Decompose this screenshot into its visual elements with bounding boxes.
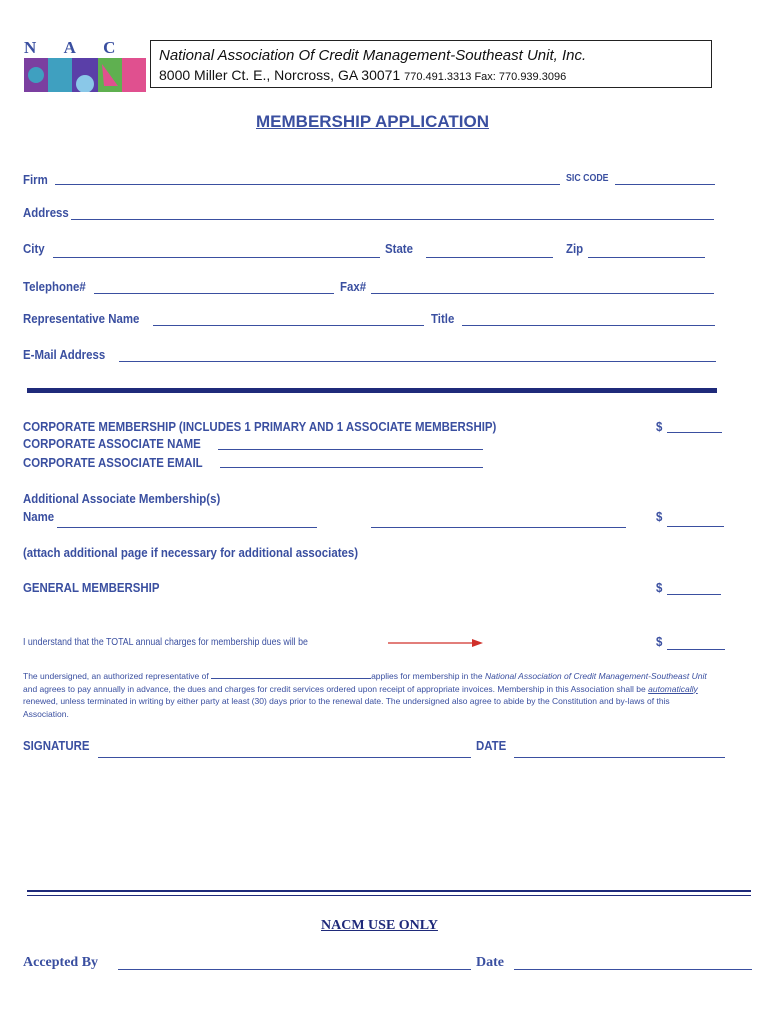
sic-code-field[interactable]: [615, 184, 715, 185]
corporate-membership-label: CORPORATE MEMBERSHIP (INCLUDES 1 PRIMARY AND 1 ASSOCIATE MEMBERSHIP): [23, 419, 497, 434]
fax-label: Fax#: [340, 279, 367, 294]
office-date-label: Date: [476, 955, 504, 970]
corp-assoc-name-label: CORPORATE ASSOCIATE NAME: [23, 436, 201, 451]
firm-field[interactable]: [55, 184, 560, 185]
logo-mosaic-icon: [24, 58, 146, 92]
telephone-field[interactable]: [94, 293, 334, 294]
office-divider: [27, 890, 751, 892]
fax-field[interactable]: [371, 293, 714, 294]
state-label: State: [385, 241, 413, 256]
section-divider: [27, 388, 717, 393]
rep-title-label: Title: [431, 311, 455, 326]
state-field[interactable]: [426, 257, 553, 258]
agreement-paragraph: [23, 670, 743, 720]
general-amount-field[interactable]: [667, 594, 721, 595]
address-label: Address: [23, 205, 69, 220]
additional-name-field-1[interactable]: [57, 527, 317, 528]
telephone-label: Telephone#: [23, 279, 86, 294]
additional-amount-field[interactable]: [667, 526, 724, 527]
header-box: [150, 40, 712, 88]
corp-assoc-email-field[interactable]: [220, 467, 483, 468]
office-use-title: NACM USE ONLY: [321, 918, 438, 933]
signature-field[interactable]: [98, 757, 471, 758]
office-divider-2: [27, 895, 751, 896]
total-note: I understand that the TOTAL annual charges for membership dues will be: [23, 637, 308, 648]
general-dollar: $: [656, 580, 663, 595]
rep-title-field[interactable]: [462, 325, 715, 326]
total-dollar: $: [656, 634, 663, 649]
signature-label: SIGNATURE: [23, 738, 90, 753]
rep-name-field[interactable]: [153, 325, 424, 326]
agreement-part2: applies for membership in the: [371, 671, 485, 681]
city-field[interactable]: [53, 257, 380, 258]
signature-date-label: DATE: [476, 738, 507, 753]
representative-of-blank[interactable]: [211, 670, 371, 679]
agreement-line3: renewed, unless terminated in writing by either party at least (30) days prior to the renewal date. The undersigned also agree to abide by the Constitution and by-laws of this: [23, 696, 670, 706]
sic-code-label: SIC CODE: [566, 173, 609, 184]
corp-assoc-name-field[interactable]: [218, 449, 483, 450]
total-amount-field[interactable]: [667, 649, 725, 650]
org-phone-fax: 770.491.3313 Fax: 770.939.3096: [404, 71, 567, 83]
page-title: MEMBERSHIP APPLICATION: [256, 112, 489, 131]
email-field[interactable]: [119, 361, 716, 362]
zip-field[interactable]: [588, 257, 705, 258]
agreement-line4: Association.: [23, 708, 69, 719]
arrow-right-icon: [388, 638, 484, 648]
additional-assoc-label: Additional Associate Membership(s): [23, 491, 221, 506]
address-field[interactable]: [71, 219, 714, 220]
org-address: 8000 Miller Ct. E., Norcross, GA 30071: [159, 67, 401, 83]
nacm-logo: [22, 38, 148, 92]
agreement-automatically: automatically: [648, 683, 698, 694]
additional-name-field-2[interactable]: [371, 527, 626, 528]
zip-label: Zip: [566, 241, 584, 256]
org-address-line: [159, 67, 566, 83]
signature-date-field[interactable]: [514, 757, 725, 758]
corporate-dollar: $: [656, 419, 663, 434]
agreement-part1: The undersigned, an authorized representative of: [23, 671, 212, 681]
org-name: National Association Of Credit Management-Southeast Unit, Inc.: [159, 47, 587, 64]
corporate-amount-field[interactable]: [667, 432, 722, 433]
corp-assoc-email-label: CORPORATE ASSOCIATE EMAIL: [23, 455, 203, 470]
email-label: E-Mail Address: [23, 347, 106, 362]
general-membership-label: GENERAL MEMBERSHIP: [23, 580, 160, 595]
agreement-org: National Association of Credit Management-Southeast Unit: [484, 671, 707, 681]
firm-label: Firm: [23, 172, 48, 187]
attach-note: (attach additional page if necessary for additional associates): [23, 545, 359, 560]
rep-name-label: Representative Name: [23, 311, 140, 326]
accepted-by-field[interactable]: [118, 969, 471, 970]
city-label: City: [23, 241, 45, 256]
office-date-field[interactable]: [514, 969, 752, 970]
additional-dollar: $: [656, 509, 663, 524]
logo-letters: N A C: [24, 38, 128, 57]
agreement-line2: and agrees to pay annually in advance, the dues and charges for credit services ordered upon receipt of appropriate invoices. Membership in this Association shall be: [23, 683, 649, 694]
additional-name-label: Name: [23, 509, 55, 524]
accepted-by-label: Accepted By: [23, 955, 99, 970]
